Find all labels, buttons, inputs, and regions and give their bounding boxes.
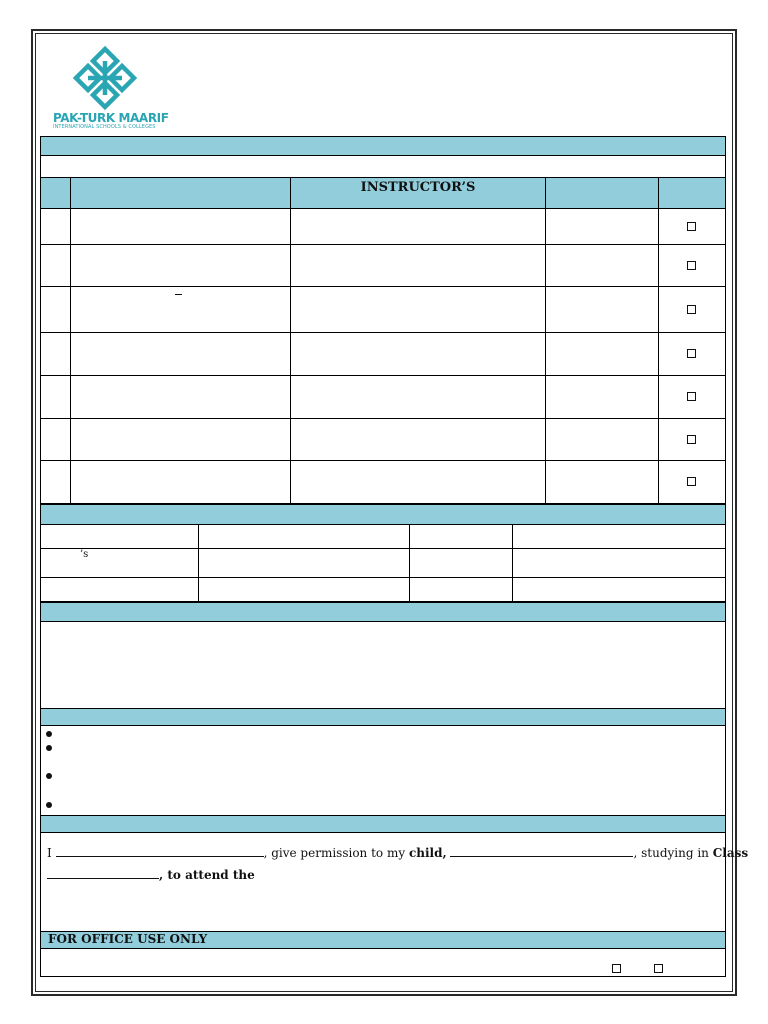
table-cell-r5-c3[interactable] xyxy=(290,375,546,419)
table-cell-r2-c2[interactable] xyxy=(70,244,291,287)
consent-child-word: child, xyxy=(408,846,447,860)
section-band-header xyxy=(40,136,726,156)
info-cell-r2-c1 xyxy=(40,548,199,578)
info-cell-r3-c4[interactable] xyxy=(512,577,726,602)
table-cell-r6-c4[interactable] xyxy=(545,418,659,461)
section-band-consent xyxy=(40,815,726,833)
table-cell-r5-c2[interactable] xyxy=(70,375,291,419)
consent-mid-1: , give permission to my xyxy=(263,846,406,860)
instructor-header-label: INSTRUCTOR’S xyxy=(360,180,476,195)
table-cell-r4-c4[interactable] xyxy=(545,332,659,376)
office-use-box xyxy=(40,948,726,977)
table-cell-r5-c4[interactable] xyxy=(545,375,659,419)
logo-emblem-icon xyxy=(70,45,140,111)
table-cell-r2-c1[interactable] xyxy=(40,244,71,287)
table-cell-r1-c1[interactable] xyxy=(40,208,71,245)
info-cell-r3-c2[interactable] xyxy=(198,577,410,602)
parent-name-blank[interactable] xyxy=(56,847,264,857)
table-cell-r6-c3[interactable] xyxy=(290,418,546,461)
consent-prefix: I xyxy=(47,846,52,860)
table-cell-r3-c3[interactable] xyxy=(290,286,546,333)
table-cell-r6-c2[interactable] xyxy=(70,418,291,461)
info-cell-r1-c2[interactable] xyxy=(198,524,410,549)
table-cell-r5-c1[interactable] xyxy=(40,375,71,419)
table-cell-r2-c3[interactable] xyxy=(290,244,546,287)
table-cell-r7-c4[interactable] xyxy=(545,460,659,504)
row-checkbox-4[interactable] xyxy=(687,349,696,358)
info-cell-r2-c3 xyxy=(409,548,513,578)
logo-name: PAK-TURK MAARIF xyxy=(53,111,169,125)
child-name-blank[interactable] xyxy=(450,847,633,857)
office-checkbox-2[interactable] xyxy=(654,964,663,973)
row-checkbox-5[interactable] xyxy=(687,392,696,401)
bullet-2 xyxy=(46,745,52,751)
office-checkbox-1[interactable] xyxy=(612,964,621,973)
row-checkbox-1[interactable] xyxy=(687,222,696,231)
table-header-number xyxy=(40,177,71,209)
logo-subtitle: INTERNATIONAL SCHOOLS & COLLEGES xyxy=(53,124,156,130)
table-cell-r3-c4[interactable] xyxy=(545,286,659,333)
section-band-notes xyxy=(40,602,726,622)
row-checkbox-7[interactable] xyxy=(687,477,696,486)
table-cell-r6-c1[interactable] xyxy=(40,418,71,461)
bullet-3 xyxy=(46,773,52,779)
section-band-info xyxy=(40,504,726,525)
school-logo xyxy=(50,45,169,131)
consent-line-1 xyxy=(47,846,748,860)
consent-line-2 xyxy=(47,868,255,882)
table-cell-r1-c2[interactable] xyxy=(70,208,291,245)
office-use-label: FOR OFFICE USE ONLY xyxy=(48,932,208,946)
info-apostrophe-text: ’s xyxy=(80,549,89,560)
info-cell-r3-c1 xyxy=(40,577,199,602)
table-cell-r4-c1[interactable] xyxy=(40,332,71,376)
row-checkbox-2[interactable] xyxy=(687,261,696,270)
section-band-rules xyxy=(40,708,726,726)
bullet-1 xyxy=(46,731,52,737)
table-cell-r2-c4[interactable] xyxy=(545,244,659,287)
title-row xyxy=(40,155,726,178)
table-cell-r7-c2[interactable] xyxy=(70,460,291,504)
bullet-4 xyxy=(46,802,52,808)
table-cell-r7-c3[interactable] xyxy=(290,460,546,504)
table-header-date xyxy=(545,177,659,209)
table-cell-r4-c3[interactable] xyxy=(290,332,546,376)
notes-box[interactable] xyxy=(40,621,726,709)
dash-mark xyxy=(175,294,182,295)
info-cell-r1-c3 xyxy=(409,524,513,549)
table-header-select xyxy=(658,177,726,209)
info-cell-r3-c3 xyxy=(409,577,513,602)
consent-mid-2: , studying in xyxy=(633,846,709,860)
info-cell-r1-c4[interactable] xyxy=(512,524,726,549)
table-cell-r7-c1[interactable] xyxy=(40,460,71,504)
consent-class-word: Class xyxy=(712,846,749,860)
table-header-item xyxy=(70,177,291,209)
row-checkbox-3[interactable] xyxy=(687,305,696,314)
table-cell-r1-c3[interactable] xyxy=(290,208,546,245)
table-cell-r3-c1[interactable] xyxy=(40,286,71,333)
table-cell-r4-c2[interactable] xyxy=(70,332,291,376)
table-cell-r1-c4[interactable] xyxy=(545,208,659,245)
info-cell-r1-c1 xyxy=(40,524,199,549)
consent-attend-text: , to attend the xyxy=(159,868,255,882)
info-cell-r2-c2[interactable] xyxy=(198,548,410,578)
row-checkbox-6[interactable] xyxy=(687,435,696,444)
rules-box xyxy=(40,725,726,816)
info-cell-r2-c4[interactable] xyxy=(512,548,726,578)
class-blank[interactable] xyxy=(47,869,159,879)
